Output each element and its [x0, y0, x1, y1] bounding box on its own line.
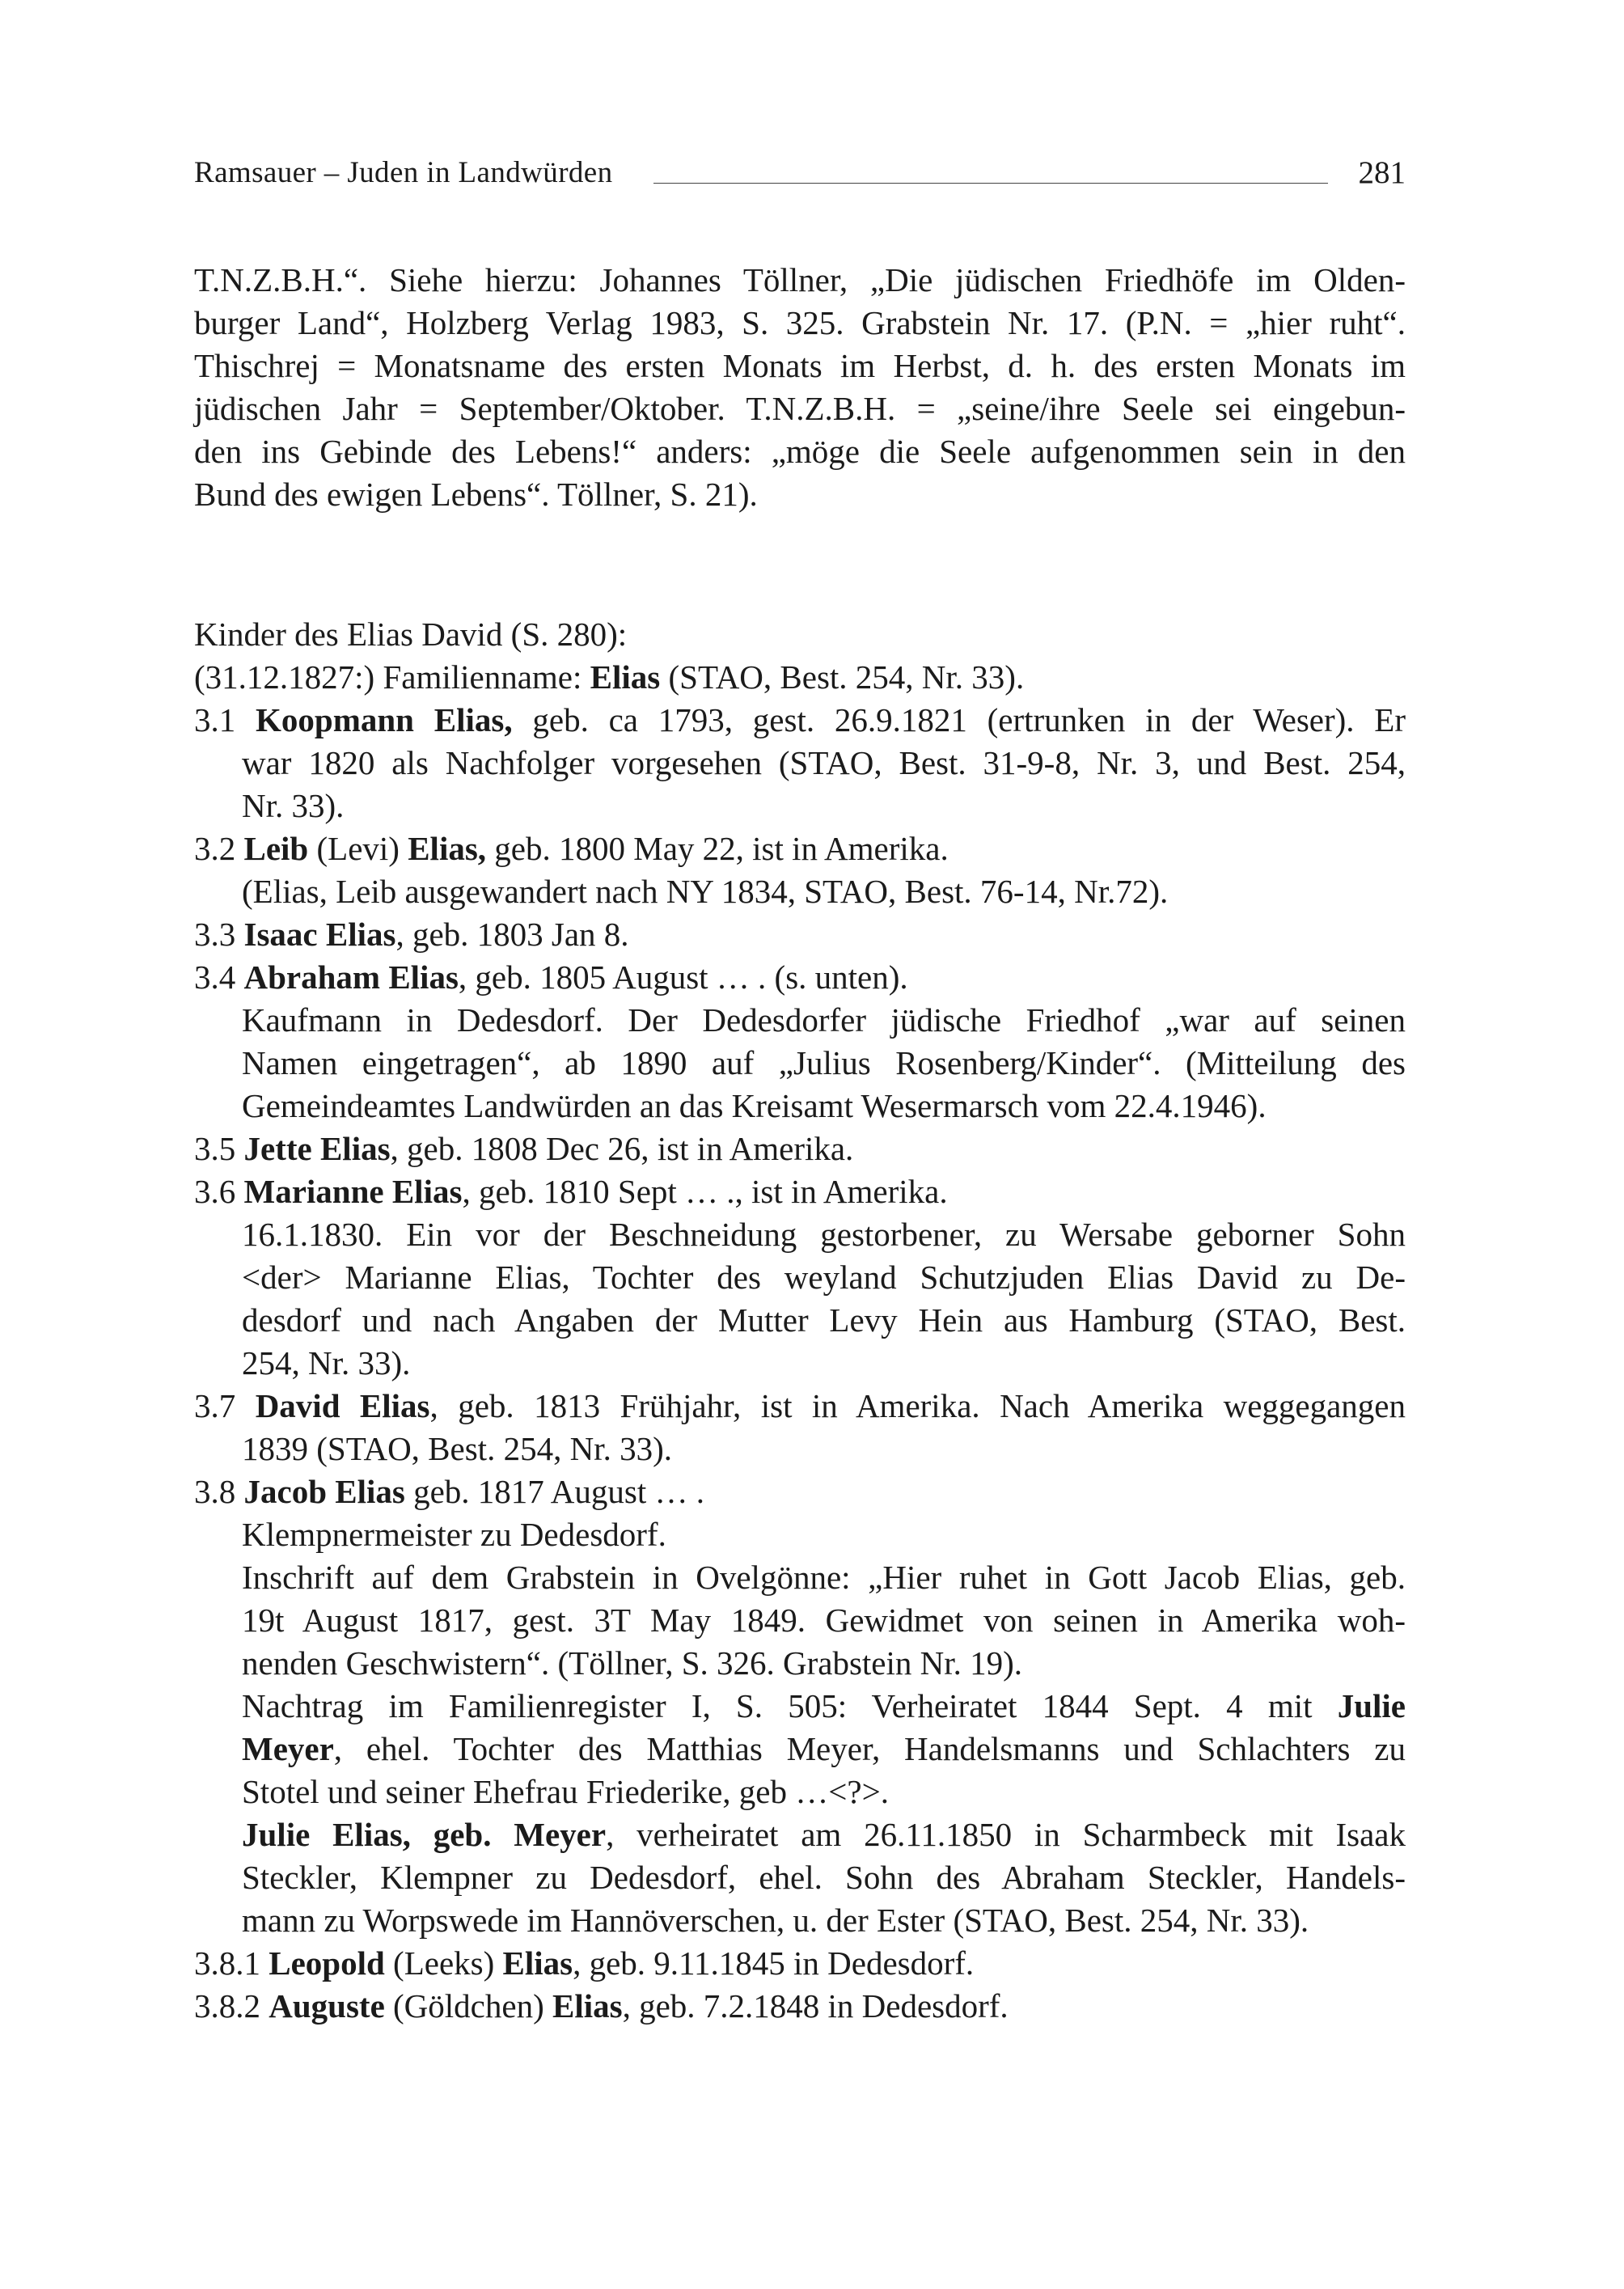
running-head — [194, 150, 1406, 196]
entry-3-8-cont: mann zu Worpswede im Hannöverschen, u. der Ester (STAO, Best. 254, Nr. 33). — [242, 1902, 1309, 1939]
entry-3-8-cont: Inschrift auf dem Grabstein in Ovelgönne: „Hier ruhet in Gott Jacob Elias, geb. — [242, 1559, 1406, 1596]
entry-3-4: 3.4 Abraham Elias, geb. 1805 August … . (s. unten). — [194, 958, 908, 996]
entry-3-8-cont: Steckler, Klempner zu Dedesdorf, ehel. Sohn des Abraham Steckler, Handels- — [242, 1859, 1406, 1896]
entry-3-4-cont: Namen eingetragen“, ab 1890 auf „Julius Rosenberg/Kinder“. (Mitteilung des — [242, 1044, 1406, 1081]
entry-3-8-cont: Klempnermeister zu Dedesdorf. — [242, 1516, 666, 1553]
entry-3-1-cont: Nr. 33). — [242, 787, 345, 824]
footnote-line: Bund des ewigen Lebens“. Töllner, S. 21). — [194, 476, 758, 513]
entry-3-5: 3.5 Jette Elias, geb. 1808 Dec 26, ist in Amerika. — [194, 1130, 854, 1167]
entry-3-1: 3.1 Koopmann Elias, geb. ca 1793, gest. 26.9.1821 (ertrunken in der Weser). Er — [194, 701, 1406, 738]
running-title: Ramsauer – Juden in Landwürden — [194, 156, 613, 189]
footnote-line: burger Land“, Holzberg Verlag 1983, S. 325. Grabstein Nr. 17. (P.N. = „hier ruht“. — [194, 304, 1406, 341]
entry-3-6-cont: 254, Nr. 33). — [242, 1344, 411, 1381]
entry-3-6-cont: <der> Marianne Elias, Tochter des weyland Schutzjuden Elias David zu De- — [242, 1259, 1406, 1296]
entry-3-8-2: 3.8.2 Auguste (Göldchen) Elias, geb. 7.2.1848 in Dedesdorf. — [194, 1987, 1009, 2025]
entry-3-8-cont: 19t August 1817, gest. 3T May 1849. Gewidmet von seinen in Amerika woh- — [242, 1601, 1406, 1639]
header-rule — [653, 183, 1328, 184]
entry-3-3: 3.3 Isaac Elias, geb. 1803 Jan 8. — [194, 916, 629, 953]
entry-3-8-cont: nenden Geschwistern“. (Töllner, S. 326. Grabstein Nr. 19). — [242, 1644, 1023, 1682]
familyname-line: (31.12.1827:) Familienname: Elias (STAO, Best. 254, Nr. 33). — [194, 658, 1025, 696]
genealogy-list — [194, 613, 1406, 2028]
entry-3-6: 3.6 Marianne Elias, geb. 1810 Sept … ., ist in Amerika. — [194, 1173, 948, 1210]
entry-3-4-cont: Gemeindeamtes Landwürden an das Kreisamt Wesermarsch vom 22.4.1946). — [242, 1087, 1267, 1124]
page-number: 281 — [1358, 155, 1406, 190]
entry-3-6-cont: desdorf und nach Angaben der Mutter Levy Hein aus Hamburg (STAO, Best. — [242, 1301, 1406, 1339]
entry-3-8-1: 3.8.1 Leopold (Leeks) Elias, geb. 9.11.1845 in Dedesdorf. — [194, 1944, 975, 1982]
footnote-continuation — [194, 259, 1406, 516]
entry-3-7-cont: 1839 (STAO, Best. 254, Nr. 33). — [242, 1430, 672, 1467]
footnote-line: T.N.Z.B.H.“. Siehe hierzu: Johannes Töllner, „Die jüdischen Friedhöfe im Olden- — [194, 261, 1406, 298]
entry-3-7: 3.7 David Elias, geb. 1813 Frühjahr, ist in Amerika. Nach Amerika weggegangen — [194, 1387, 1406, 1424]
entry-3-8-cont: Nachtrag im Familienregister I, S. 505: Verheiratet 1844 Sept. 4 mit Julie — [242, 1687, 1406, 1724]
footnote-line: den ins Gebinde des Lebens!“ anders: „möge die Seele aufgenommen sein in den — [194, 433, 1406, 470]
footnote-line: Thischrej = Monatsname des ersten Monats im Herbst, d. h. des ersten Monats im — [194, 347, 1406, 384]
entry-3-4-cont: Kaufmann in Dedesdorf. Der Dedesdorfer jüdische Friedhof „war auf seinen — [242, 1001, 1406, 1039]
entry-3-8-cont: Stotel und seiner Ehefrau Friederike, geb …<?>. — [242, 1773, 889, 1810]
entry-3-2: 3.2 Leib (Levi) Elias, geb. 1800 May 22, ist in Amerika. — [194, 830, 949, 867]
entry-3-8: 3.8 Jacob Elias geb. 1817 August … . — [194, 1473, 704, 1510]
entry-3-6-cont: 16.1.1830. Ein vor der Beschneidung gestorbener, zu Wersabe geborner Sohn — [242, 1216, 1406, 1253]
entry-3-8-cont: Meyer, ehel. Tochter des Matthias Meyer, Handelsmanns und Schlachters zu — [242, 1730, 1406, 1767]
entry-3-2-cont: (Elias, Leib ausgewandert nach NY 1834, STAO, Best. 76-14, Nr.72). — [242, 873, 1169, 910]
entry-3-1-cont: war 1820 als Nachfolger vorgesehen (STAO, Best. 31-9-8, Nr. 3, und Best. 254, — [242, 744, 1406, 781]
genealogy-intro: Kinder des Elias David (S. 280): — [194, 616, 628, 653]
footnote-line: jüdischen Jahr = September/Oktober. T.N.Z.B.H. = „seine/ihre Seele sei eingebun- — [194, 390, 1406, 427]
entry-3-8-cont: Julie Elias, geb. Meyer, verheiratet am 26.11.1850 in Scharmbeck mit Isaak — [242, 1816, 1406, 1853]
